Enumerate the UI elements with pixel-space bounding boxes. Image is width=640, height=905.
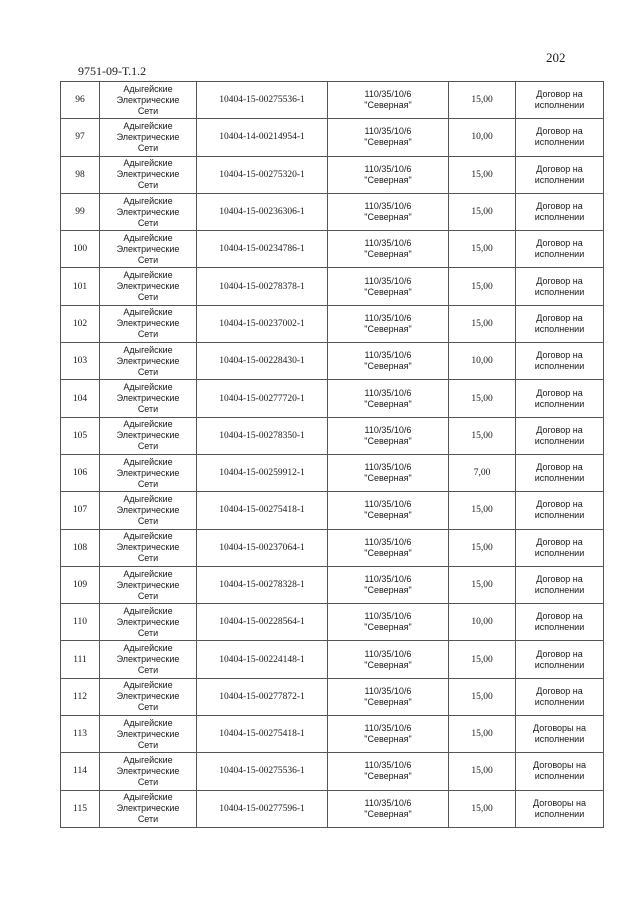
organization-line: Электрические xyxy=(116,616,180,627)
table-row xyxy=(61,716,604,753)
organization-line: Адыгейские xyxy=(123,344,173,355)
organization-cell xyxy=(100,529,197,566)
row-number-cell: 100 xyxy=(61,231,100,268)
row-number-cell: 109 xyxy=(61,566,100,603)
table-row xyxy=(61,343,604,380)
status-cell xyxy=(516,641,604,678)
status-cell xyxy=(516,716,604,753)
status-line: исполнении xyxy=(534,622,585,633)
substation-line: 110/35/10/6 xyxy=(364,536,412,547)
substation-cell xyxy=(328,82,449,119)
status-line: Договор на xyxy=(536,685,583,696)
substation-line: 110/35/10/6 xyxy=(364,312,412,323)
organization-line: Сети xyxy=(137,739,159,750)
status-line: исполнении xyxy=(534,323,585,334)
status-line: Договор на xyxy=(536,275,583,286)
substation-line: "Северная" xyxy=(364,398,412,409)
table-row xyxy=(61,790,604,827)
organization-line: Адыгейские xyxy=(123,382,173,393)
substation-line: 110/35/10/6 xyxy=(364,574,412,584)
organization-cell xyxy=(100,380,197,417)
organization-line: Электрические xyxy=(116,542,180,553)
organization-line: Адыгейские xyxy=(123,792,173,803)
organization-line: Адыгейские xyxy=(123,419,173,430)
substation-line: 110/35/10/6 xyxy=(364,499,412,510)
table-row xyxy=(61,417,604,454)
application-id-cell: 10404-15-00277596-1 xyxy=(197,790,328,827)
application-id-cell: 10404-15-00237064-1 xyxy=(197,529,328,566)
organization-line: Адыгейские xyxy=(123,493,173,504)
organization-line: Электрические xyxy=(116,691,180,702)
row-number-cell: 113 xyxy=(61,716,100,753)
power-cell: 15,00 xyxy=(449,566,516,603)
organization-cell xyxy=(100,641,197,678)
row-number-cell: 111 xyxy=(61,641,100,678)
status-line: Договор на xyxy=(536,536,583,547)
substation-cell xyxy=(328,417,449,454)
status-line: исполнении xyxy=(534,585,585,595)
power-cell: 15,00 xyxy=(449,529,516,566)
substation-line: 110/35/10/6 xyxy=(364,201,412,212)
substation-line: "Северная" xyxy=(364,435,412,446)
substation-cell xyxy=(328,231,449,268)
organization-cell xyxy=(100,343,197,380)
application-id-cell: 10404-15-00228564-1 xyxy=(197,604,328,641)
table-row xyxy=(61,193,604,230)
organization-cell xyxy=(100,678,197,715)
table-row xyxy=(61,156,604,193)
row-number-cell: 103 xyxy=(61,343,100,380)
power-cell: 15,00 xyxy=(449,156,516,193)
organization-line: Адыгейские xyxy=(123,568,173,579)
organization-cell xyxy=(100,305,197,342)
organization-line: Адыгейские xyxy=(123,195,173,206)
application-id-cell: 10404-15-00278328-1 xyxy=(197,566,328,603)
power-cell: 15,00 xyxy=(449,492,516,529)
status-line: исполнении xyxy=(534,137,585,148)
organization-line: Сети xyxy=(137,105,159,116)
status-cell xyxy=(516,790,604,827)
status-line: Договор на xyxy=(536,201,583,212)
status-line: исполнении xyxy=(534,361,585,372)
organization-line: Сети xyxy=(137,441,159,452)
substation-line: "Северная" xyxy=(364,174,412,185)
application-id-cell: 10404-15-00275536-1 xyxy=(197,753,328,790)
organization-line: Электрические xyxy=(116,94,180,105)
status-line: Договор на xyxy=(536,499,583,510)
status-line: исполнении xyxy=(534,212,585,223)
organization-line: Электрические xyxy=(116,728,180,739)
status-line: исполнении xyxy=(534,771,585,782)
status-line: исполнении xyxy=(534,547,585,558)
application-id-cell: 10404-15-00275418-1 xyxy=(197,492,328,529)
organization-line: Электрические xyxy=(116,504,180,515)
application-id-cell: 10404-15-00278378-1 xyxy=(197,268,328,305)
substation-line: "Северная" xyxy=(364,212,412,223)
application-id-cell: 10404-15-00277720-1 xyxy=(197,380,328,417)
status-line: Договор на xyxy=(536,574,583,584)
table-row xyxy=(61,492,604,529)
row-number-cell: 108 xyxy=(61,529,100,566)
status-cell xyxy=(516,82,604,119)
substation-line: "Северная" xyxy=(364,622,412,633)
substation-cell xyxy=(328,716,449,753)
power-cell: 15,00 xyxy=(449,790,516,827)
organization-line: Адыгейские xyxy=(123,531,173,542)
substation-cell xyxy=(328,454,449,491)
substation-line: "Северная" xyxy=(364,137,412,148)
substation-line: "Северная" xyxy=(364,361,412,372)
substation-line: "Северная" xyxy=(364,323,412,334)
organization-line: Электрические xyxy=(116,803,180,814)
substation-line: 110/35/10/6 xyxy=(364,275,412,286)
organization-line: Адыгейские xyxy=(123,270,173,281)
power-cell: 15,00 xyxy=(449,417,516,454)
status-cell xyxy=(516,604,604,641)
substation-line: "Северная" xyxy=(364,100,412,111)
organization-line: Электрические xyxy=(116,355,180,366)
organization-line: Электрические xyxy=(116,281,180,292)
organization-line: Сети xyxy=(137,404,159,415)
status-line: исполнении xyxy=(534,435,585,446)
substation-cell xyxy=(328,678,449,715)
organization-line: Адыгейские xyxy=(123,605,173,616)
status-line: Договор на xyxy=(536,462,583,473)
status-cell xyxy=(516,343,604,380)
status-line: исполнении xyxy=(534,696,585,707)
row-number-cell: 110 xyxy=(61,604,100,641)
status-line: Договор на xyxy=(536,387,583,398)
document-code: 9751-09-Т.1.2 xyxy=(78,64,147,78)
organization-line: Адыгейские xyxy=(123,643,173,654)
substation-line: 110/35/10/6 xyxy=(364,163,412,174)
organization-cell xyxy=(100,268,197,305)
substation-line: 110/35/10/6 xyxy=(364,89,412,100)
substation-line: 110/35/10/6 xyxy=(364,387,412,398)
status-cell xyxy=(516,380,604,417)
substation-line: "Северная" xyxy=(364,585,412,595)
table-row xyxy=(61,119,604,156)
status-cell xyxy=(516,231,604,268)
status-cell xyxy=(516,305,604,342)
status-line: Договоры на xyxy=(533,723,586,734)
organization-line: Сети xyxy=(137,217,159,228)
table-row xyxy=(61,305,604,342)
application-id-cell: 10404-14-00214954-1 xyxy=(197,119,328,156)
organization-line: Сети xyxy=(137,814,159,825)
substation-line: "Северная" xyxy=(364,734,412,745)
power-cell: 7,00 xyxy=(449,454,516,491)
organization-cell xyxy=(100,566,197,603)
power-cell: 10,00 xyxy=(449,119,516,156)
power-cell: 15,00 xyxy=(449,753,516,790)
status-cell xyxy=(516,529,604,566)
power-cell: 15,00 xyxy=(449,268,516,305)
table-row xyxy=(61,678,604,715)
row-number-cell: 96 xyxy=(61,82,100,119)
row-number-cell: 112 xyxy=(61,678,100,715)
status-cell xyxy=(516,678,604,715)
substation-line: 110/35/10/6 xyxy=(364,424,412,435)
substation-line: "Северная" xyxy=(364,249,412,260)
organization-cell xyxy=(100,716,197,753)
application-id-cell: 10404-15-00237002-1 xyxy=(197,305,328,342)
row-number-cell: 102 xyxy=(61,305,100,342)
table-row xyxy=(61,566,604,603)
status-line: Договор на xyxy=(536,648,583,659)
organization-line: Сети xyxy=(137,142,159,153)
row-number-cell: 107 xyxy=(61,492,100,529)
organization-line: Адыгейские xyxy=(123,83,173,94)
connections-table xyxy=(60,81,604,828)
power-cell: 15,00 xyxy=(449,193,516,230)
status-line: исполнении xyxy=(534,174,585,185)
status-cell xyxy=(516,566,604,603)
organization-line: Сети xyxy=(137,366,159,377)
organization-line: Сети xyxy=(137,180,159,191)
substation-line: 110/35/10/6 xyxy=(364,350,412,361)
table-row xyxy=(61,641,604,678)
status-line: исполнении xyxy=(534,808,585,819)
application-id-cell: 10404-15-00277872-1 xyxy=(197,678,328,715)
power-cell: 15,00 xyxy=(449,380,516,417)
substation-cell xyxy=(328,268,449,305)
substation-cell xyxy=(328,380,449,417)
organization-cell xyxy=(100,82,197,119)
organization-line: Сети xyxy=(137,627,159,638)
status-cell xyxy=(516,156,604,193)
substation-cell xyxy=(328,641,449,678)
power-cell: 10,00 xyxy=(449,343,516,380)
substation-line: 110/35/10/6 xyxy=(364,238,412,249)
substation-line: "Северная" xyxy=(364,771,412,782)
table-row xyxy=(61,380,604,417)
organization-line: Сети xyxy=(137,665,159,676)
organization-line: Адыгейские xyxy=(123,456,173,467)
organization-line: Сети xyxy=(137,254,159,265)
status-line: Договор на xyxy=(536,611,583,622)
organization-line: Адыгейские xyxy=(123,307,173,318)
substation-cell xyxy=(328,529,449,566)
power-cell: 15,00 xyxy=(449,641,516,678)
status-cell xyxy=(516,492,604,529)
substation-cell xyxy=(328,156,449,193)
page-number: 202 xyxy=(546,50,566,65)
application-id-cell: 10404-15-00275320-1 xyxy=(197,156,328,193)
application-id-cell: 10404-15-00259912-1 xyxy=(197,454,328,491)
application-id-cell: 10404-15-00278350-1 xyxy=(197,417,328,454)
organization-line: Электрические xyxy=(116,654,180,665)
organization-line: Сети xyxy=(137,329,159,340)
row-number-cell: 106 xyxy=(61,454,100,491)
power-cell: 15,00 xyxy=(449,305,516,342)
organization-cell xyxy=(100,753,197,790)
organization-line: Адыгейские xyxy=(123,232,173,243)
organization-line: Электрические xyxy=(116,430,180,441)
row-number-cell: 104 xyxy=(61,380,100,417)
status-line: Договор на xyxy=(536,89,583,100)
organization-line: Адыгейские xyxy=(123,158,173,169)
substation-line: 110/35/10/6 xyxy=(364,648,412,659)
substation-cell xyxy=(328,119,449,156)
substation-line: "Северная" xyxy=(364,547,412,558)
organization-cell xyxy=(100,492,197,529)
status-cell xyxy=(516,193,604,230)
organization-line: Сети xyxy=(137,478,159,489)
organization-line: Адыгейские xyxy=(123,754,173,765)
substation-line: "Северная" xyxy=(364,286,412,297)
substation-line: "Северная" xyxy=(364,696,412,707)
status-cell xyxy=(516,268,604,305)
table-row xyxy=(61,604,604,641)
substation-line: 110/35/10/6 xyxy=(364,462,412,473)
organization-line: Адыгейские xyxy=(123,717,173,728)
status-line: Договор на xyxy=(536,163,583,174)
status-line: Договор на xyxy=(536,312,583,323)
table-row xyxy=(61,454,604,491)
substation-line: 110/35/10/6 xyxy=(364,126,412,137)
organization-cell xyxy=(100,417,197,454)
organization-cell xyxy=(100,790,197,827)
organization-cell xyxy=(100,193,197,230)
substation-line: "Северная" xyxy=(364,510,412,521)
application-id-cell: 10404-15-00228430-1 xyxy=(197,343,328,380)
status-line: исполнении xyxy=(534,249,585,260)
table-row xyxy=(61,231,604,268)
status-line: Договор на xyxy=(536,238,583,249)
organization-line: Сети xyxy=(137,702,159,713)
organization-line: Электрические xyxy=(116,131,180,142)
substation-cell xyxy=(328,492,449,529)
table-row xyxy=(61,753,604,790)
organization-cell xyxy=(100,156,197,193)
substation-cell xyxy=(328,566,449,603)
table-row xyxy=(61,82,604,119)
power-cell: 15,00 xyxy=(449,82,516,119)
substation-line: "Северная" xyxy=(364,473,412,484)
substation-line: 110/35/10/6 xyxy=(364,611,412,622)
row-number-cell: 99 xyxy=(61,193,100,230)
table-row xyxy=(61,268,604,305)
application-id-cell: 10404-15-00224148-1 xyxy=(197,641,328,678)
organization-line: Сети xyxy=(137,776,159,787)
status-line: исполнении xyxy=(534,286,585,297)
status-line: исполнении xyxy=(534,473,585,484)
row-number-cell: 98 xyxy=(61,156,100,193)
power-cell: 10,00 xyxy=(449,604,516,641)
status-line: исполнении xyxy=(534,510,585,521)
application-id-cell: 10404-15-00236306-1 xyxy=(197,193,328,230)
power-cell: 15,00 xyxy=(449,678,516,715)
organization-line: Электрические xyxy=(116,579,180,590)
table-body xyxy=(61,82,604,828)
application-id-cell: 10404-15-00275536-1 xyxy=(197,82,328,119)
organization-line: Сети xyxy=(137,553,159,564)
organization-line: Адыгейские xyxy=(123,680,173,691)
substation-line: 110/35/10/6 xyxy=(364,685,412,696)
status-line: исполнении xyxy=(534,659,585,670)
status-cell xyxy=(516,454,604,491)
table-row xyxy=(61,529,604,566)
substation-line: "Северная" xyxy=(364,659,412,670)
organization-line: Электрические xyxy=(116,169,180,180)
organization-line: Сети xyxy=(137,292,159,303)
substation-line: 110/35/10/6 xyxy=(364,797,412,808)
row-number-cell: 105 xyxy=(61,417,100,454)
status-line: Договоры на xyxy=(533,797,586,808)
organization-line: Электрические xyxy=(116,243,180,254)
substation-cell xyxy=(328,343,449,380)
status-cell xyxy=(516,119,604,156)
organization-cell xyxy=(100,454,197,491)
organization-line: Электрические xyxy=(116,765,180,776)
organization-line: Сети xyxy=(137,515,159,526)
status-line: Договор на xyxy=(536,126,583,137)
substation-line: "Северная" xyxy=(364,808,412,819)
status-line: Договоры на xyxy=(533,760,586,771)
status-line: исполнении xyxy=(534,734,585,745)
organization-cell xyxy=(100,119,197,156)
organization-line: Электрические xyxy=(116,393,180,404)
organization-cell xyxy=(100,604,197,641)
row-number-cell: 115 xyxy=(61,790,100,827)
substation-cell xyxy=(328,604,449,641)
status-line: исполнении xyxy=(534,100,585,111)
row-number-cell: 97 xyxy=(61,119,100,156)
substation-cell xyxy=(328,790,449,827)
substation-cell xyxy=(328,305,449,342)
status-line: Договор на xyxy=(536,424,583,435)
status-line: исполнении xyxy=(534,398,585,409)
power-cell: 15,00 xyxy=(449,716,516,753)
power-cell: 15,00 xyxy=(449,231,516,268)
organization-line: Электрические xyxy=(116,206,180,217)
substation-cell xyxy=(328,753,449,790)
row-number-cell: 114 xyxy=(61,753,100,790)
application-id-cell: 10404-15-00234786-1 xyxy=(197,231,328,268)
substation-line: 110/35/10/6 xyxy=(364,723,412,734)
organization-cell xyxy=(100,231,197,268)
organization-line: Электрические xyxy=(116,467,180,478)
organization-line: Сети xyxy=(137,590,159,601)
organization-line: Адыгейские xyxy=(123,120,173,131)
substation-line: 110/35/10/6 xyxy=(364,760,412,771)
organization-line: Электрические xyxy=(116,318,180,329)
substation-cell xyxy=(328,193,449,230)
status-cell xyxy=(516,417,604,454)
row-number-cell: 101 xyxy=(61,268,100,305)
status-cell xyxy=(516,753,604,790)
application-id-cell: 10404-15-00275418-1 xyxy=(197,716,328,753)
status-line: Договор на xyxy=(536,350,583,361)
